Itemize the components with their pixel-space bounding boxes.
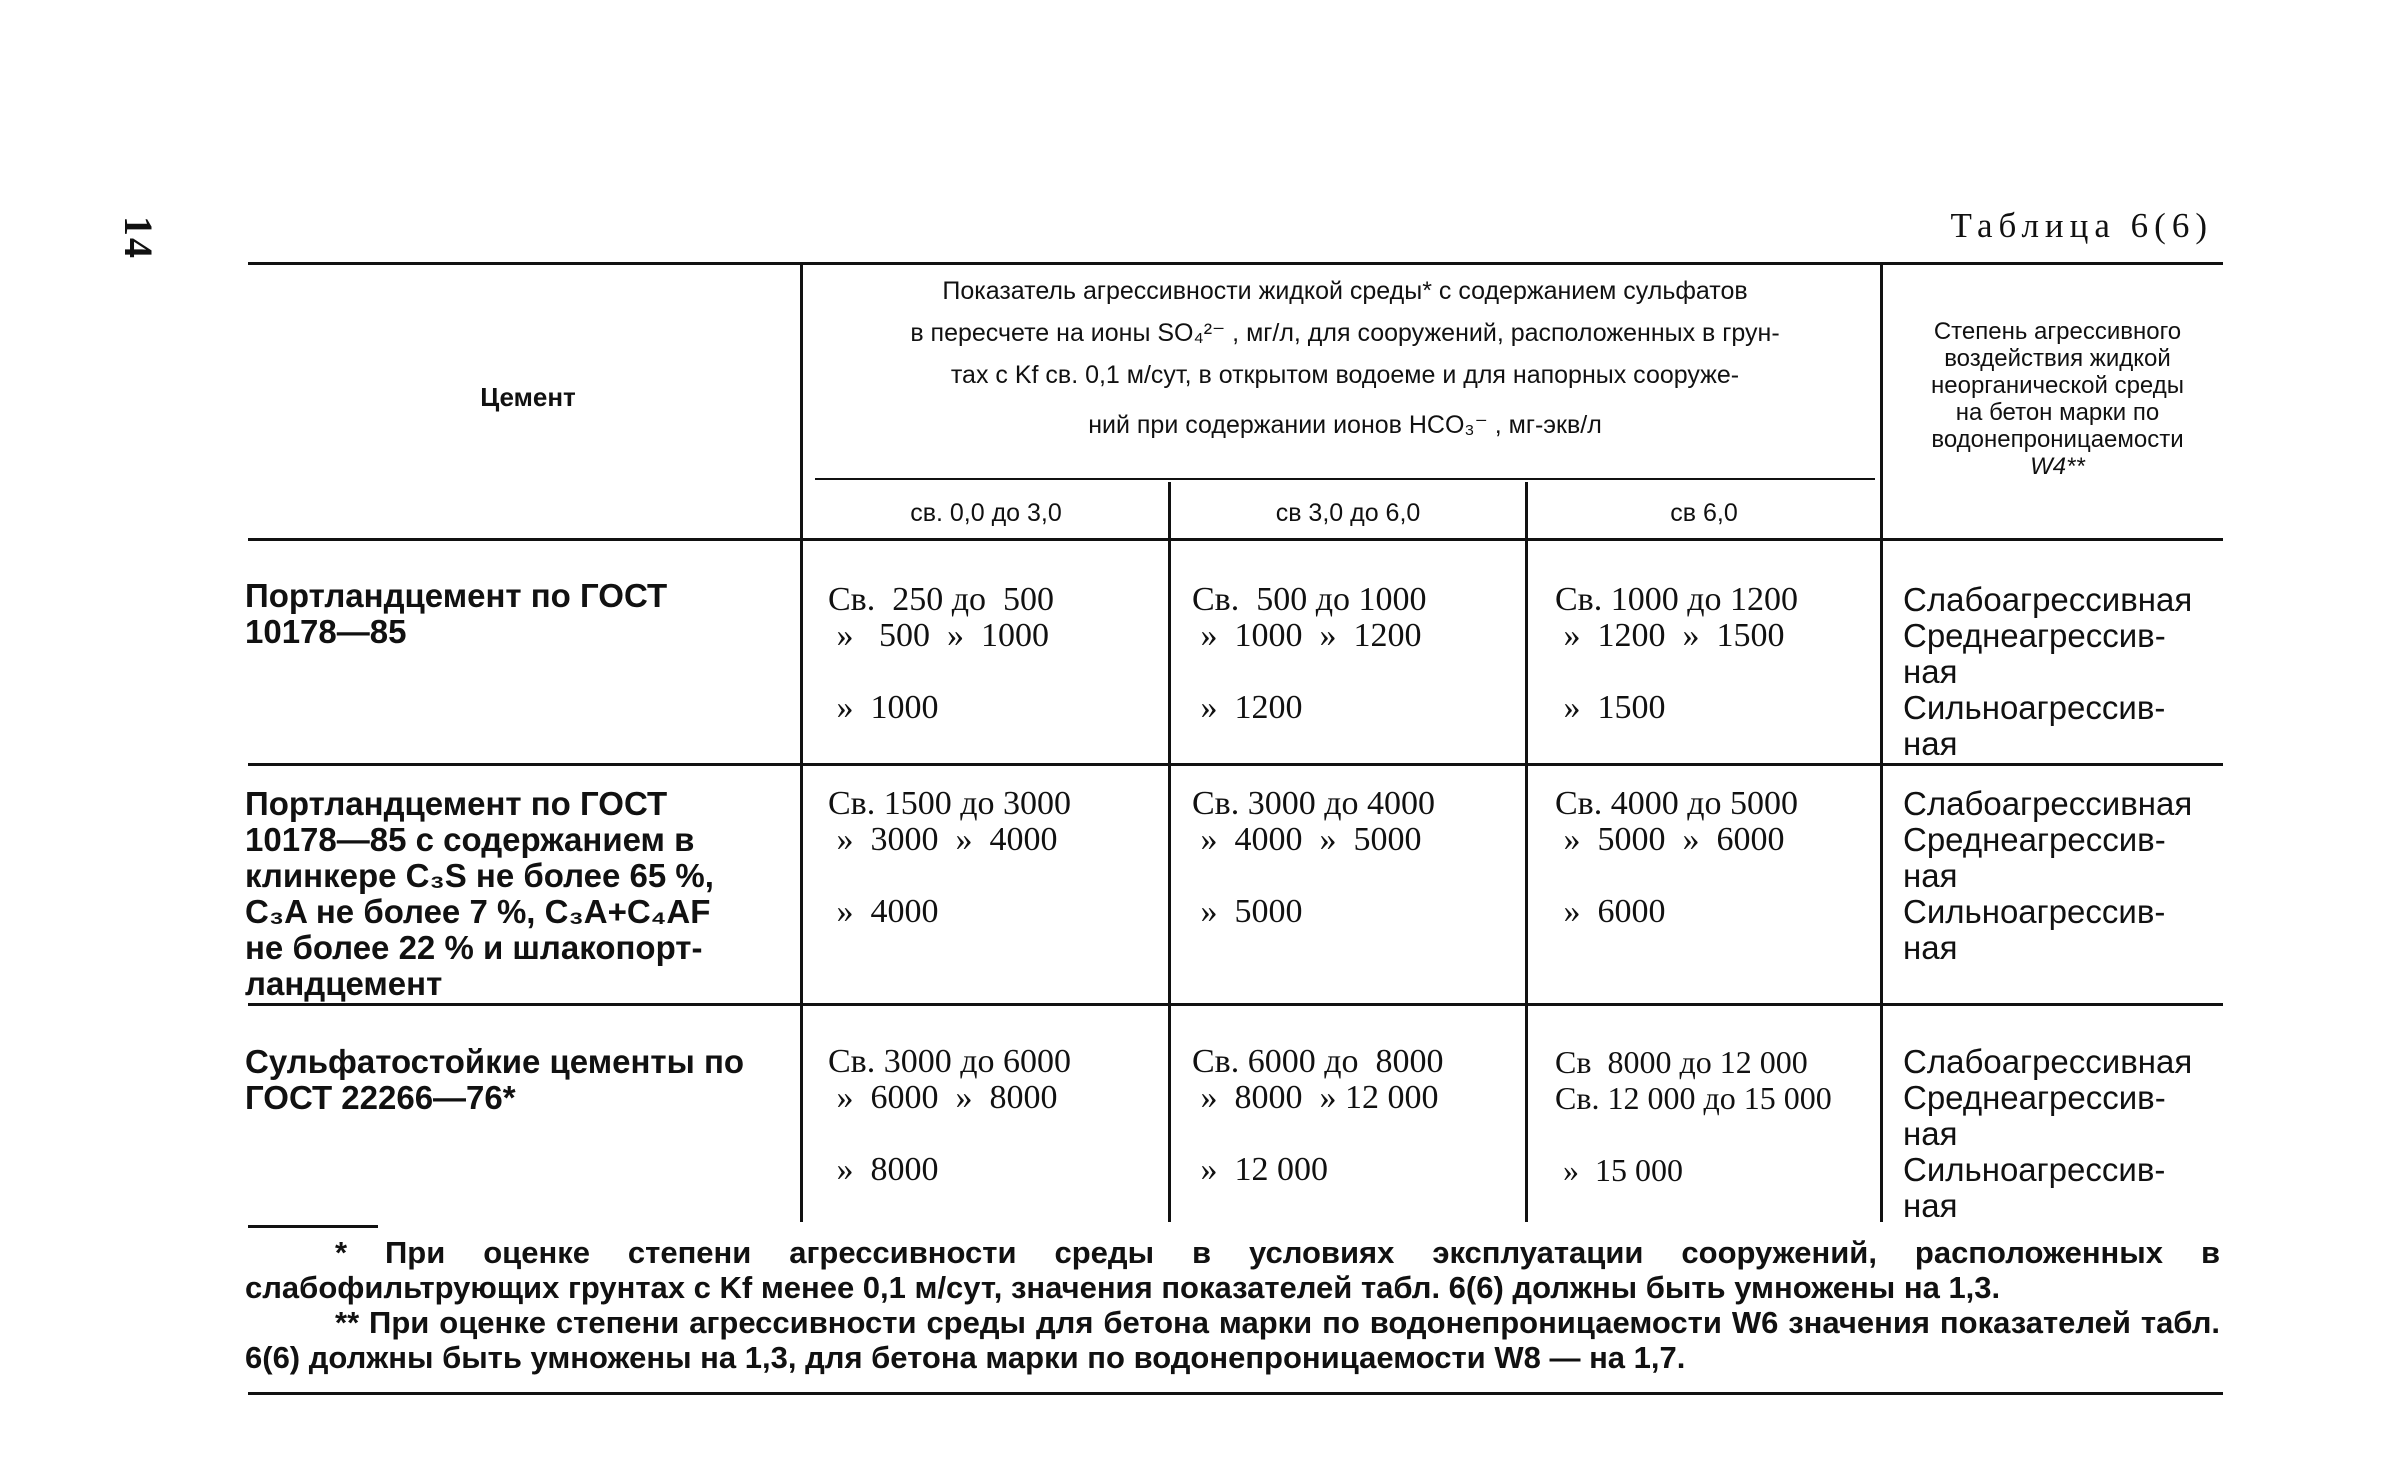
header-bottom-rule [248, 538, 2223, 541]
range-line: Св. 6000 до 8000 [1192, 1043, 1444, 1080]
degree-line: Среднеагрессив- [1903, 1079, 2166, 1116]
header-indicator-line: Показатель агрессивности жидкой среды* с содержанием сульфатов [942, 277, 1748, 305]
row2-col1 [828, 786, 1071, 930]
cement-line: не более 22 % и шлакопорт- [245, 929, 703, 966]
footnote-rule [248, 1225, 378, 1228]
table-top-rule [248, 262, 2223, 265]
degree-line: Среднеагрессив- [1903, 617, 2166, 654]
range-line: » 5000 » 6000 [1555, 821, 1785, 858]
range-line: Св. 3000 до 4000 [1192, 785, 1436, 822]
col-divider-sub2 [1525, 482, 1528, 1222]
row1-col2 [1192, 582, 1427, 726]
row3-col2 [1192, 1044, 1444, 1188]
header-indicator-line: ний при содержании ионов HCO₃⁻ , мг-экв/л [1088, 411, 1602, 439]
range-line: » 1000 » 1200 [1192, 617, 1422, 654]
range-line: » 1200 » 1500 [1555, 617, 1785, 654]
range-line: Св. 1500 до 3000 [828, 785, 1072, 822]
range-line: » 1000 [828, 689, 939, 726]
degree-line: Сильноагрессив- [1903, 893, 2166, 930]
degree-line: Слабоагрессивная [1903, 581, 2193, 618]
subheader-col3: св 6,0 [1670, 499, 1738, 527]
degree-line: Сильноагрессив- [1903, 689, 2166, 726]
range-line: » 500 » 1000 [828, 617, 1049, 654]
range-line: » 5000 [1192, 893, 1303, 930]
row3-col3 [1555, 1044, 1832, 1188]
header-sub-rule [815, 478, 1875, 480]
range-line: Св. 250 до 500 [828, 581, 1055, 618]
degree-line: ная [1903, 929, 1958, 966]
range-line: Св. 4000 до 5000 [1555, 785, 1799, 822]
range-line: Св 8000 до 12 000 [1555, 1044, 1808, 1080]
degree-line: Слабоагрессивная [1903, 785, 2193, 822]
row2-bottom-rule [248, 1003, 2223, 1006]
cement-line: 10178—85 с содержанием в [245, 821, 695, 858]
footnote-2: ** При оценке степени агрессивности среды для бетона марки по водонепроницаемости W6 значения показателей табл. 6(6) должны быть умножены на 1,3, для бетона марки по водонепроницаемости W8 — на 1,7. [245, 1305, 2220, 1375]
row1-col3 [1555, 582, 1798, 726]
header-cement: Цемент [480, 382, 576, 412]
range-line: » 8000 » 12 000 [1192, 1079, 1439, 1116]
page-number: 14 [116, 216, 161, 260]
row3-degree [1903, 1044, 2233, 1224]
range-line: » 1500 [1555, 689, 1666, 726]
degree-line: ная [1903, 725, 1958, 762]
row1-cement [245, 578, 785, 650]
degree-line: Слабоагрессивная [1903, 1043, 2193, 1080]
header-indicator-line: в пересчете на ионы SO₄²⁻ , мг/л, для сооружений, расположенных в грун- [910, 319, 1780, 347]
range-line: » 6000 [1555, 893, 1666, 930]
header-indicator-line: тах с Kf св. 0,1 м/сут, в открытом водоеме и для напорных сооруже- [950, 361, 1740, 389]
cement-line: Портландцемент по ГОСТ [245, 785, 668, 822]
row1-bottom-rule [248, 763, 2223, 766]
subheader-col2: св 3,0 до 6,0 [1275, 499, 1421, 527]
cement-line: Портландцемент по ГОСТ [245, 577, 668, 614]
degree-line: ная [1903, 1115, 1958, 1152]
row2-col2 [1192, 786, 1435, 930]
cement-line: Сульфатостойкие цементы по [245, 1043, 745, 1080]
range-line: » 1200 [1192, 689, 1303, 726]
table-caption: Таблица 6(6) [1950, 206, 2213, 245]
cement-line: клинкере C₃S не более 65 %, [245, 857, 714, 894]
row3-col1 [828, 1044, 1071, 1188]
range-line: » 3000 » 4000 [828, 821, 1058, 858]
range-line: Св. 3000 до 6000 [828, 1043, 1072, 1080]
range-line: » 6000 » 8000 [828, 1079, 1058, 1116]
range-line: Св. 12 000 до 15 000 [1555, 1080, 1832, 1116]
header-degree-line: водонепроницаемости [1931, 426, 2184, 453]
range-line: Св. 1000 до 1200 [1555, 581, 1799, 618]
row3-cement [245, 1044, 785, 1116]
range-line: » 12 000 [1192, 1151, 1328, 1188]
range-line: » 4000 » 5000 [1192, 821, 1422, 858]
header-degree-line: Степень агрессивного [1933, 318, 2182, 345]
header-degree-line: воздействия жидкой [1944, 345, 2171, 372]
range-line: Св. 500 до 1000 [1192, 581, 1427, 618]
range-line: » 4000 [828, 893, 939, 930]
header-degree-line: на бетон марки по [1955, 399, 2160, 426]
cement-line: ландцемент [245, 965, 443, 1002]
cement-line: ГОСТ 22266—76* [245, 1079, 516, 1116]
row1-degree [1903, 582, 2233, 762]
header-degree-line: W4** [2030, 453, 2085, 480]
range-line: » 15 000 [1555, 1152, 1683, 1188]
degree-line: Сильноагрессив- [1903, 1151, 2166, 1188]
row2-cement [245, 786, 785, 1002]
row2-col3 [1555, 786, 1798, 930]
range-line: » 8000 [828, 1151, 939, 1188]
degree-line: ная [1903, 857, 1958, 894]
header-indicator [805, 270, 1885, 446]
col-divider-sub1 [1168, 482, 1171, 1222]
header-degree [1890, 318, 2225, 480]
degree-line: Среднеагрессив- [1903, 821, 2166, 858]
cement-line: 10178—85 [245, 613, 407, 650]
degree-line: ная [1903, 653, 1958, 690]
row1-col1 [828, 582, 1054, 726]
cement-line: C₃A не более 7 %, C₃A+C₄AF [245, 893, 711, 930]
footnote-1: * При оценке степени агрессивности среды в условиях эксплуатации сооружений, расположенных в слабофильтрующих грунтах с Kf менее 0,1 м/сут, значения показателей табл. 6(6) должны быть умножены на 1,3. [245, 1235, 2220, 1305]
row2-degree [1903, 786, 2233, 966]
header-degree-line: неорганической среды [1931, 372, 2184, 399]
table-bottom-rule [248, 1392, 2223, 1395]
footnotes [245, 1235, 2220, 1375]
degree-line: ная [1903, 1187, 1958, 1224]
subheader-col1: св. 0,0 до 3,0 [910, 499, 1062, 527]
